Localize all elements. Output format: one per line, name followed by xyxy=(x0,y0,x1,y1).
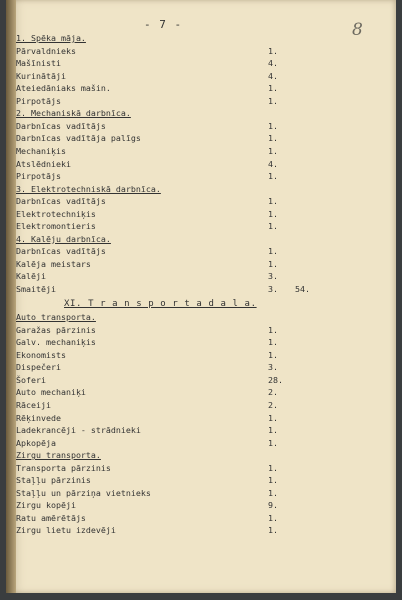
staff-row xyxy=(6,324,386,336)
position-label: Pirpotājs xyxy=(16,95,61,106)
position-label: Garažas pārzinis xyxy=(16,324,96,335)
staff-count: 1. xyxy=(268,246,278,257)
staff-row xyxy=(6,412,386,424)
staff-count: 1. xyxy=(268,324,278,335)
position-label: Kalēji xyxy=(16,271,46,282)
staff-row xyxy=(6,120,386,132)
position-label: Šoferi xyxy=(16,374,46,385)
group-heading-row xyxy=(6,449,386,461)
position-label: Darbnīcas vadītājs xyxy=(16,196,106,207)
section-title: XI. T r a n s p o r t a d a l a. xyxy=(64,298,257,309)
staff-count: 2. xyxy=(268,399,278,410)
page-number: - 7 - xyxy=(144,18,183,31)
staff-count: 1. xyxy=(268,171,278,182)
staff-row xyxy=(6,399,386,411)
group-heading: 3. Elektrotechniskā darbnīca. xyxy=(16,183,161,194)
position-label: Ratu amērētājs xyxy=(16,512,86,523)
staff-count: 3. xyxy=(268,271,278,282)
staff-count: 1. xyxy=(268,45,278,56)
staff-count: 1. xyxy=(268,133,278,144)
position-label: Mašīnisti xyxy=(16,58,61,69)
staff-count: 3. xyxy=(268,284,278,294)
position-label: Rēķinvede xyxy=(16,412,61,423)
staff-count: 1. xyxy=(268,145,278,156)
staff-count: 1. xyxy=(268,95,278,106)
position-label: Darbnīcas vadītāja palīgs xyxy=(16,133,141,144)
group-heading-row xyxy=(6,107,386,119)
staff-row xyxy=(6,474,386,486)
group-heading-row xyxy=(6,311,386,323)
position-label: Atslēdnieki xyxy=(16,158,71,169)
staff-count: 2. xyxy=(268,387,278,398)
staff-row xyxy=(6,349,386,361)
handwritten-page-note: 8 xyxy=(352,20,363,40)
position-label: Pirpotājs xyxy=(16,171,61,182)
staff-row xyxy=(6,499,386,511)
staff-count: 1. xyxy=(268,258,278,269)
staff-row xyxy=(6,145,386,157)
staff-count: 1. xyxy=(268,512,278,523)
staff-row xyxy=(6,195,386,207)
position-label: Ekonomists xyxy=(16,349,66,360)
position-label: Dispečeri xyxy=(16,362,61,373)
position-label: Ladekrancēji - strādnieki xyxy=(16,425,141,436)
position-label: Ateiedāniaks mašin. xyxy=(16,83,111,94)
staff-count: 28. xyxy=(268,374,283,385)
staff-row xyxy=(6,437,386,449)
staff-count: 3. xyxy=(268,362,278,373)
document-page xyxy=(6,0,396,593)
staff-count: 1. xyxy=(268,487,278,498)
staff-row xyxy=(6,208,386,220)
staff-row xyxy=(6,158,386,170)
position-label: Zirgu kopēji xyxy=(16,500,76,511)
staff-count: 4. xyxy=(268,58,278,69)
staff-row xyxy=(6,132,386,144)
staff-row xyxy=(6,57,386,69)
group-heading: 1. Spēka māja. xyxy=(16,33,86,43)
staff-row xyxy=(6,95,386,107)
position-label: Elektromontieris xyxy=(16,221,96,232)
subtotal: 54. xyxy=(295,284,310,294)
staff-count: 1. xyxy=(268,120,278,131)
position-label: Elektrotechniķis xyxy=(16,208,96,219)
staff-count: 1. xyxy=(268,208,278,219)
staff-count: 9. xyxy=(268,500,278,511)
staff-row xyxy=(6,170,386,182)
position-label: Smaitēji xyxy=(16,284,56,294)
staff-row xyxy=(6,487,386,499)
staff-count: 1. xyxy=(268,425,278,436)
staff-row xyxy=(6,70,386,82)
staff-row xyxy=(6,424,386,436)
staff-row xyxy=(6,283,386,295)
position-label: Darbnīcas vadītājs xyxy=(16,246,106,257)
group-heading: Auto transporta. xyxy=(16,312,96,323)
staff-count: 1. xyxy=(268,525,278,536)
group-heading-row xyxy=(6,233,386,245)
staff-row xyxy=(6,374,386,386)
group-heading: Zirgu transporta. xyxy=(16,450,101,461)
staff-count: 1. xyxy=(268,221,278,232)
position-label: Auto mechaniķi xyxy=(16,387,86,398)
staff-row xyxy=(6,45,386,57)
staff-row xyxy=(6,82,386,94)
staff-row xyxy=(6,386,386,398)
staff-row xyxy=(6,220,386,232)
position-label: Darbnīcas vadītājs xyxy=(16,120,106,131)
group-heading: 4. Kalēju darbnīca. xyxy=(16,233,111,244)
staff-row xyxy=(6,245,386,257)
position-label: Rāceiji xyxy=(16,399,51,410)
position-label: Pārvaldnieks xyxy=(16,45,76,56)
position-label: Staļļu pārzinis xyxy=(16,475,91,486)
staff-count: 1. xyxy=(268,83,278,94)
position-label: Kurinātāji xyxy=(16,70,66,81)
staff-count: 1. xyxy=(268,196,278,207)
staff-count: 4. xyxy=(268,70,278,81)
staff-count: 1. xyxy=(268,337,278,348)
position-label: Zirgu lietu izdevēji xyxy=(16,525,116,536)
staff-count: 1. xyxy=(268,437,278,448)
staff-row xyxy=(6,524,386,536)
staff-row xyxy=(6,258,386,270)
position-label: Mechaniķis xyxy=(16,145,66,156)
staff-row xyxy=(6,270,386,282)
position-label: Staļļu un pārziņa vietnieks xyxy=(16,487,151,498)
position-label: Transporta pārzinis xyxy=(16,462,111,473)
staff-count: 1. xyxy=(268,475,278,486)
staff-count: 1. xyxy=(268,349,278,360)
position-label: Galv. mechaniķis xyxy=(16,337,96,348)
staff-count: 1. xyxy=(268,462,278,473)
position-label: Kalēja meistars xyxy=(16,258,91,269)
group-heading: 2. Mechaniskā darbnīca. xyxy=(16,108,131,119)
group-heading-row xyxy=(6,183,386,195)
staff-count: 4. xyxy=(268,158,278,169)
group-heading-row xyxy=(6,32,386,44)
staff-row xyxy=(6,336,386,348)
position-label: Apkopēja xyxy=(16,437,56,448)
staff-row xyxy=(6,462,386,474)
staff-row xyxy=(6,512,386,524)
staff-count: 1. xyxy=(268,412,278,423)
staff-row xyxy=(6,361,386,373)
